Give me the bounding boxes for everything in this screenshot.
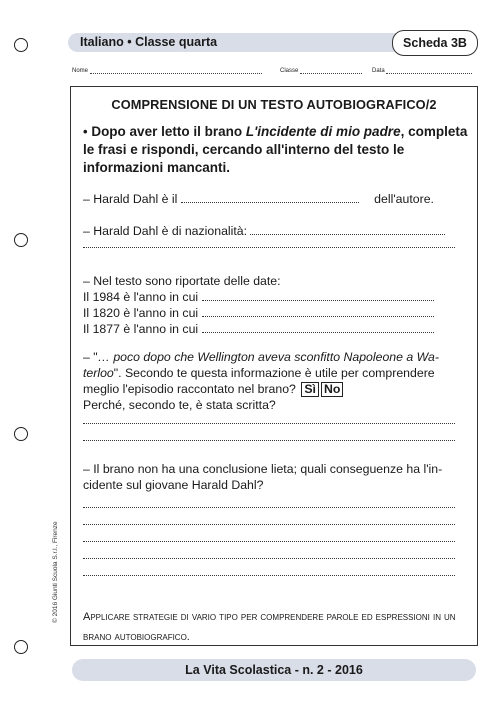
question-dates: – Nel testo sono riportate delle date: xyxy=(83,274,281,288)
q2-text: – Harald Dahl è di nazionalità: xyxy=(83,224,248,238)
exercise-box xyxy=(70,86,478,646)
answer-line[interactable] xyxy=(202,306,434,317)
answer-line[interactable] xyxy=(202,290,434,301)
q5-line2: cidente sul giovane Harald Dahl? xyxy=(83,478,264,492)
date-1820-label: Il 1820 è l'anno in cui xyxy=(83,306,199,320)
learning-objective: Applicare strategie di vario tipo per comprendere parole ed espressioni in un brano autobiografico. xyxy=(83,611,456,643)
q4-line3: meglio l'episodio raccontato nel brano? xyxy=(83,382,296,396)
q5-line1: – Il brano non ha una conclusione lieta; quali conseguenze ha l'in- xyxy=(83,462,443,476)
class-field[interactable] xyxy=(280,68,362,74)
answer-line[interactable] xyxy=(83,423,455,424)
answer-line[interactable] xyxy=(83,575,455,576)
binder-hole xyxy=(14,640,28,654)
answer-line[interactable] xyxy=(83,524,455,525)
q4-line4: Perché, secondo te, è stata scritta? xyxy=(83,398,276,412)
q1-suffix: dell'autore. xyxy=(374,192,434,206)
q4-rest: ". Secondo te questa informazione è utile per comprendere xyxy=(113,366,435,380)
date-row-1984 xyxy=(83,289,434,305)
exercise-title: COMPRENSIONE DI UN TESTO AUTOBIOGRAFICO/2 xyxy=(111,97,437,112)
instructions xyxy=(83,123,471,177)
answer-line[interactable] xyxy=(250,224,445,235)
magazine-footer: La Vita Scolastica - n. 2 - 2016 xyxy=(72,659,476,681)
binder-hole xyxy=(14,233,28,247)
class-line xyxy=(300,68,362,74)
question-quote xyxy=(83,349,473,413)
answer-line[interactable] xyxy=(83,440,455,441)
date-1984-label: Il 1984 è l'anno in cui xyxy=(83,290,199,304)
date-row-1820 xyxy=(83,305,434,321)
question-nationality xyxy=(83,223,445,239)
quote-text-b: terloo xyxy=(83,366,114,380)
date-label: Data xyxy=(372,68,385,74)
answer-line[interactable] xyxy=(83,541,455,542)
binder-hole xyxy=(14,427,28,441)
q1-prefix: – Harald Dahl è il xyxy=(83,192,178,206)
name-label: Nome xyxy=(72,68,89,74)
q4-prefix: – " xyxy=(83,350,98,364)
intro-part2: , completa le frasi e rispondi, cercando all'interno del testo le informazioni mancanti. xyxy=(83,124,468,175)
answer-line[interactable] xyxy=(83,247,455,248)
question-consequences xyxy=(83,461,473,493)
quote-text-a: … poco dopo che Wellington aveva sconfitto Napoleone a Wa- xyxy=(97,350,439,364)
binder-hole xyxy=(14,38,28,52)
header-subject: Italiano • Classe quarta xyxy=(80,35,218,49)
answer-line[interactable] xyxy=(202,322,434,333)
date-field[interactable] xyxy=(372,68,472,74)
intro-part1: Dopo aver letto il brano xyxy=(87,124,246,139)
name-field[interactable] xyxy=(72,68,262,74)
book-title: L'incidente di mio padre xyxy=(245,124,401,139)
copyright-notice: © 2016 Giunti Scuola S.r.l., Firenze xyxy=(52,521,59,623)
date-line xyxy=(386,68,472,74)
name-line xyxy=(90,68,262,74)
question-relation xyxy=(83,191,434,207)
answer-line[interactable] xyxy=(83,507,455,508)
bullet: • xyxy=(83,124,88,139)
no-option[interactable]: No xyxy=(321,382,343,397)
answer-line[interactable] xyxy=(181,192,359,203)
date-row-1877 xyxy=(83,321,434,337)
date-1877-label: Il 1877 è l'anno in cui xyxy=(83,322,199,336)
class-label: Classe xyxy=(280,68,299,74)
answer-line[interactable] xyxy=(83,558,455,559)
sheet-label: Scheda 3B xyxy=(392,30,478,56)
yes-option[interactable]: Sì xyxy=(301,382,319,397)
